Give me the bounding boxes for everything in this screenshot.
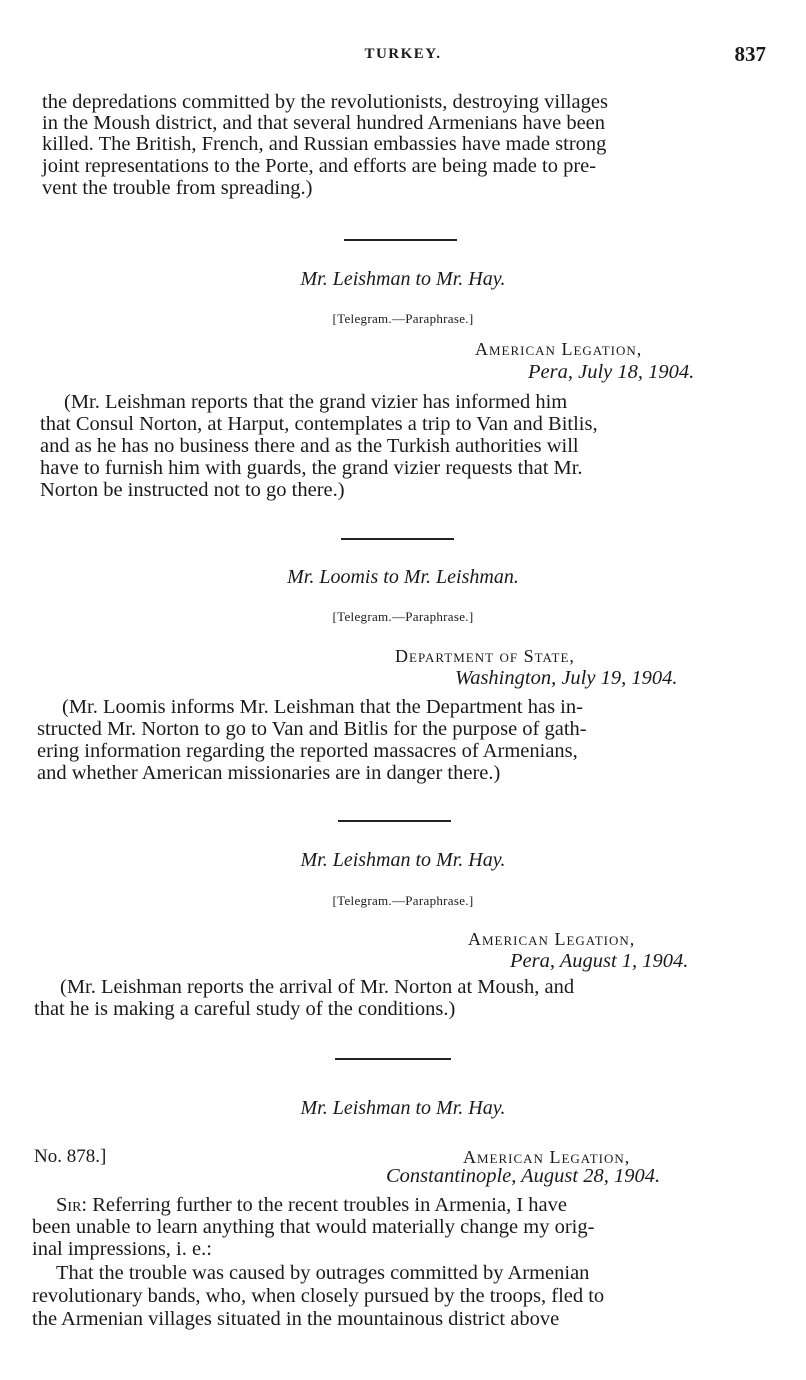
sender-address: Department of State, [395, 646, 575, 666]
place-date: Constantinople, August 28, 1904. [386, 1165, 661, 1187]
text-line [56, 1195, 567, 1216]
section-divider [341, 538, 454, 540]
place-date: Pera, July 18, 1904. [528, 361, 695, 383]
text-line: (Mr. Loomis informs Mr. Leishman that the Department has in- [62, 696, 583, 718]
text-line: That the trouble was caused by outrages committed by Armenian [56, 1262, 590, 1284]
sender-address: American Legation, [468, 929, 636, 949]
dispatch-number: No. 878.] [34, 1146, 107, 1167]
place-date: Washington, July 19, 1904. [455, 667, 678, 689]
running-header-title: TURKEY. [364, 46, 442, 62]
text-line: that he is making a careful study of the conditions.) [34, 998, 456, 1020]
sender-address: American Legation, [475, 339, 643, 359]
text-line: killed. The British, French, and Russian embassies have made strong [42, 133, 607, 155]
text-line: Norton be instructed not to go there.) [40, 479, 345, 501]
section-divider [344, 239, 457, 241]
text-line: ering information regarding the reported massacres of Armenians, [37, 740, 578, 762]
text-line: been unable to learn anything that would materially change my orig- [32, 1216, 595, 1238]
text-line: inal impressions, i. e.: [32, 1238, 212, 1260]
text-line: have to furnish him with guards, the grand vizier requests that Mr. [40, 457, 583, 479]
text-line: that Consul Norton, at Harput, contemplates a trip to Van and Bitlis, [40, 413, 598, 435]
letter-heading: Mr. Loomis to Mr. Leishman. [287, 566, 519, 588]
telegram-note: [Telegram.—Paraphrase.] [332, 893, 474, 908]
telegram-note: [Telegram.—Paraphrase.] [332, 609, 474, 624]
section-divider [338, 820, 451, 822]
page-number: 837 [734, 42, 766, 66]
section-divider [335, 1058, 451, 1060]
text-line: and whether American missionaries are in danger there.) [37, 762, 501, 784]
letter-heading: Mr. Leishman to Mr. Hay. [300, 268, 506, 290]
text-line: the Armenian villages situated in the mountainous district above [32, 1308, 560, 1330]
text-line: revolutionary bands, who, when closely pursued by the troops, fled to [32, 1285, 605, 1307]
text-line: (Mr. Leishman reports that the grand vizier has informed him [64, 391, 568, 413]
letter-heading: Mr. Leishman to Mr. Hay. [300, 849, 506, 871]
text-line: joint representations to the Porte, and efforts are being made to pre- [42, 155, 597, 177]
text-line: in the Moush district, and that several hundred Armenians have been [42, 112, 606, 134]
text-line: structed Mr. Norton to go to Van and Bitlis for the purpose of gath- [37, 718, 587, 740]
salutation: Sir: [56, 1194, 88, 1216]
sender-address: American Legation, [463, 1147, 631, 1167]
text-line: vent the trouble from spreading.) [42, 177, 313, 199]
place-date: Pera, August 1, 1904. [510, 950, 689, 972]
text-line: the depredations committed by the revolutionists, destroying villages [42, 91, 608, 113]
text-line: and as he has no business there and as the Turkish authorities will [40, 435, 579, 457]
text-line-rest: Referring further to the recent troubles in Armenia, I have [87, 1194, 567, 1216]
text-line: (Mr. Leishman reports the arrival of Mr. Norton at Moush, and [60, 976, 575, 998]
letter-heading: Mr. Leishman to Mr. Hay. [300, 1097, 506, 1119]
telegram-note: [Telegram.—Paraphrase.] [332, 311, 474, 326]
